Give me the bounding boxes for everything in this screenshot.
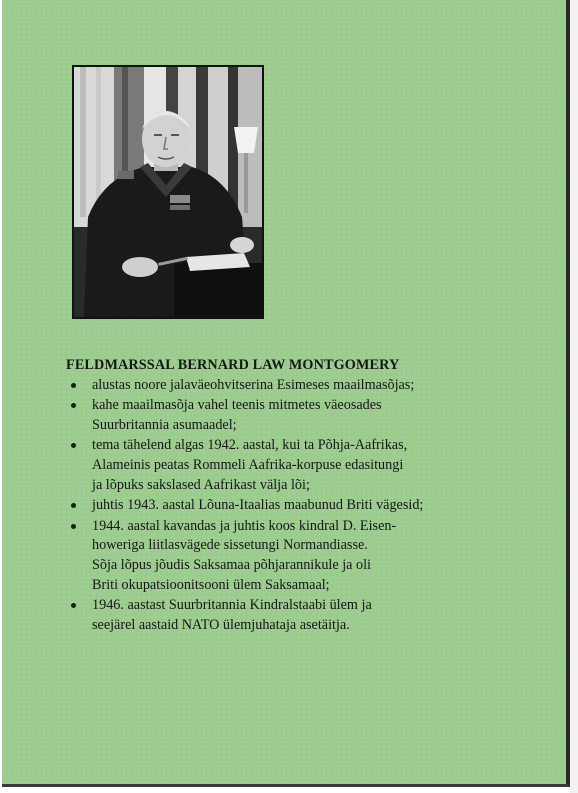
bullet-icon <box>71 503 76 508</box>
biography-text <box>64 356 564 636</box>
bullet-icon <box>71 383 76 388</box>
book-back-cover <box>2 0 570 787</box>
list-item: kahe maailmasõja vahel teenis mitmetes väeosades Suurbritannia asumaadel; <box>64 396 564 435</box>
bullet-icon <box>71 403 76 408</box>
list-item: 1946. aastast Suurbritannia Kindralstaabi ülem ja seejärel aastaid NATO ülemjuhataja asetäitja. <box>64 596 564 635</box>
page-edge <box>570 0 578 793</box>
biography-heading: FELDMARSSAL BERNARD LAW MONTGOMERY <box>66 357 400 373</box>
bullet-icon <box>71 443 76 448</box>
list-item: juhtis 1943. aastal Lõuna-Itaalias maabunud Briti vägesid; <box>64 496 564 516</box>
list-item: alustas noore jalaväeohvitserina Esimeses maailmasõjas; <box>64 376 564 396</box>
list-item: tema tähelend algas 1942. aastal, kui ta Põhja-Aafrikas, Alameinis peatas Rommeli Aafrika-korpuse edasitungi ja lõpuks sakslased Aafrikast välja lõi; <box>64 436 564 495</box>
portrait-photo-icon <box>72 65 264 319</box>
list-item: 1944. aastal kavandas ja juhtis koos kindral D. Eisen- howeriga liitlasvägede sissetungi Normandiasse. Sõja lõpus jõudis Saksamaa põhjarannikule ja oli Briti okupatsioonitsooni ülem Saksamaal; <box>64 517 564 595</box>
bullet-icon <box>71 524 76 529</box>
biography-facts-list <box>64 376 564 636</box>
bullet-icon <box>71 603 76 608</box>
